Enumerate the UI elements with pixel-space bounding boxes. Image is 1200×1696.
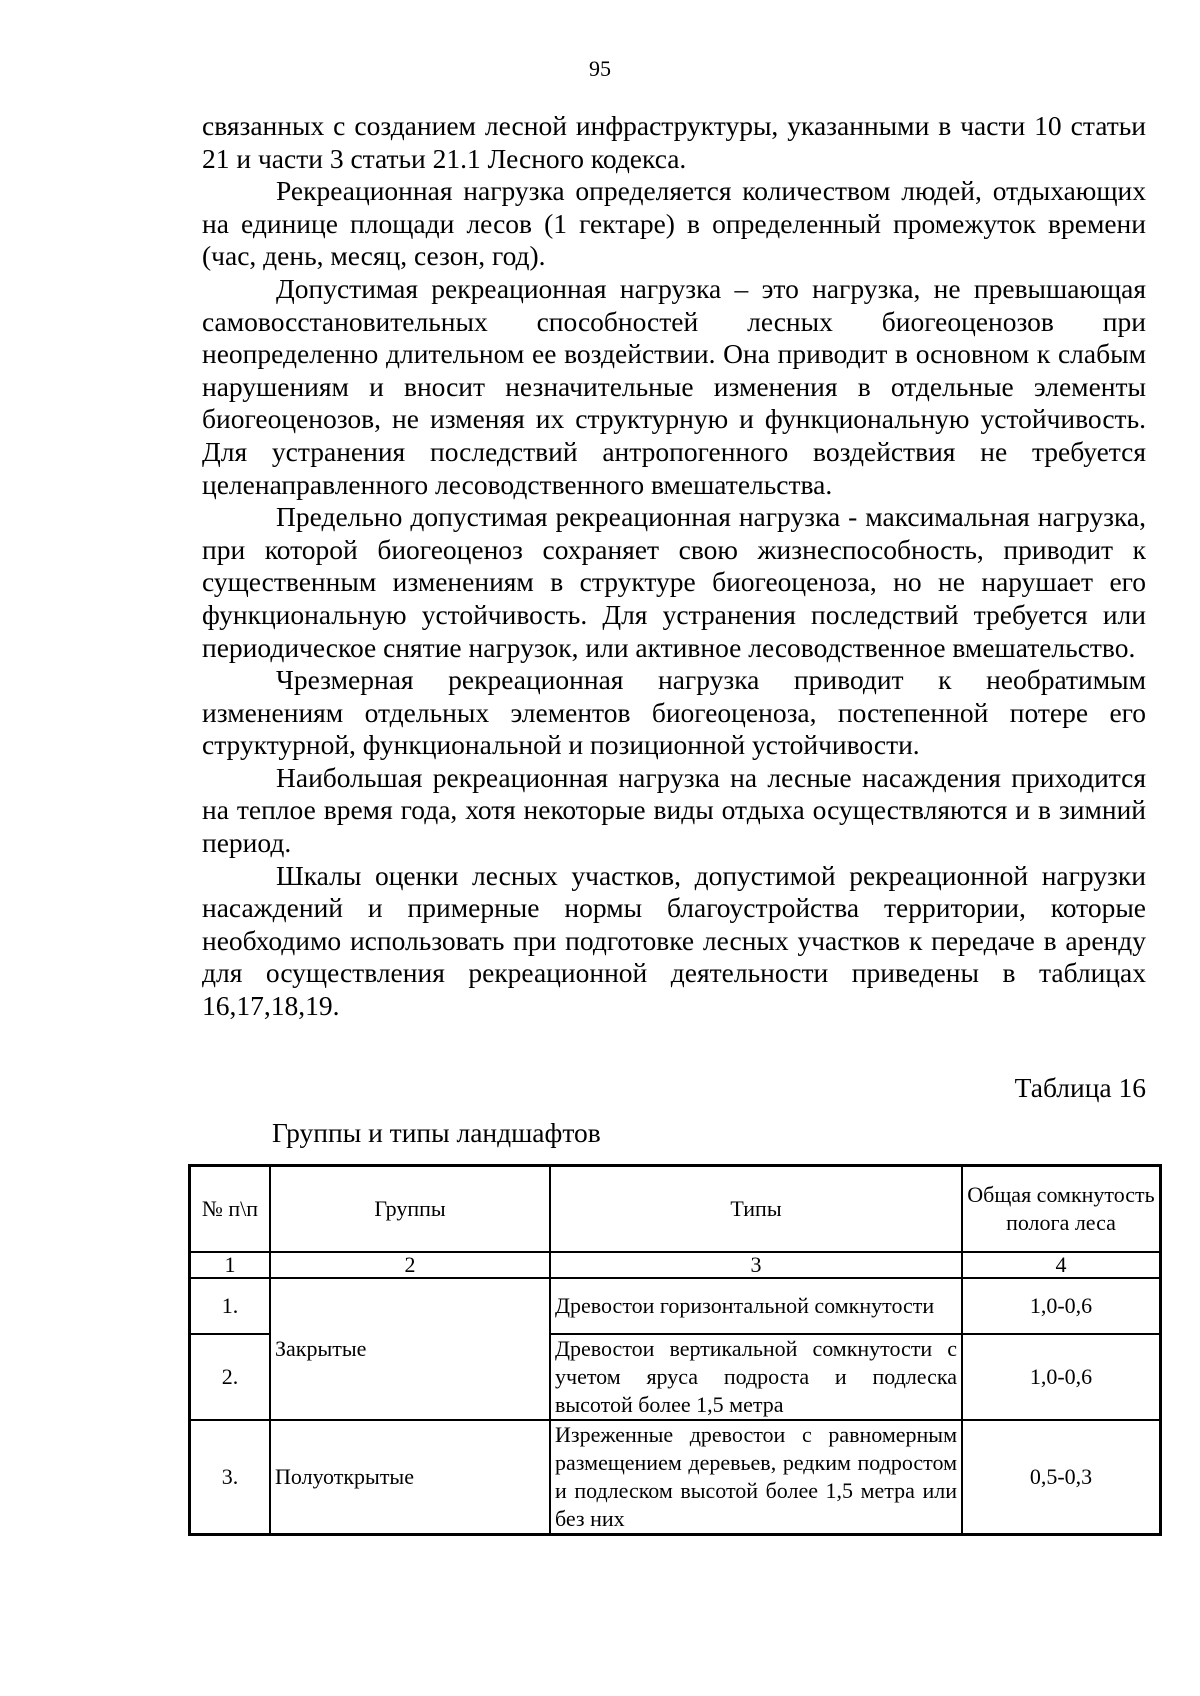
paragraph-permissible-load: Допустимая рекреационная нагрузка – это нагрузка, не превышающая самовосстановительных способностей лесных биогеоценозов при неопределенно длительном ее воздействии. Она приводит в основном к слабым нарушениям и вносит незначительные изменения в отдельные элементы биогеоценозов, не изменяя их структурную и функциональную устойчивость. Для устранения последствий антропогенного воздействия не требуется целенаправленного лесоводственного вмешательства. [202,272,1146,500]
column-index: 2 [270,1252,550,1278]
row-density: 1,0-0,6 [962,1278,1161,1334]
paragraph-continuation: связанных с созданием лесной инфраструктуры, указанными в части 10 статьи 21 и части 3 статьи 21.1 Лесного кодекса. [202,110,1146,174]
paragraph-seasonal-load: Наибольшая рекреационная нагрузка на лесные насаждения приходится на теплое время года, хотя некоторые виды отдыха осуществляются и в зимний период. [202,761,1146,859]
table-row [190,1278,1161,1334]
table-label: Таблица 16 [1014,1072,1146,1103]
body-text [202,110,1146,1023]
column-index: 4 [962,1252,1161,1278]
table-index-row [190,1252,1161,1278]
row-num: 1. [190,1278,271,1334]
paragraph-recreational-load: Рекреационная нагрузка определяется количеством людей, отдыхающих на единице площади лесов (1 гектаре) в определенный промежуток времени (час, день, месяц, сезон, год). [202,175,1146,272]
row-num: 3. [190,1420,271,1535]
header-group: Группы [270,1166,550,1253]
table-title: Группы и типы ландшафтов [272,1117,601,1148]
column-index: 3 [550,1252,962,1278]
page-number: 95 [589,56,611,81]
paragraph-scales: Шкалы оценки лесных участков, допустимой рекреационной нагрузки насаждений и примерные нормы благоустройства территории, которые необходимо использовать при подготовке лесных участков к передаче в аренду для осуществления рекреационной деятельности приведены в таблицах 16,17,18,19. [202,859,1146,1022]
header-density: Общая сомкнутость полога леса [962,1166,1161,1253]
header-num: № п\п [190,1166,271,1253]
row-density: 0,5-0,3 [962,1420,1161,1535]
landscape-types-table [188,1164,1162,1536]
header-type: Типы [550,1166,962,1253]
column-index: 1 [190,1252,271,1278]
table-row [190,1420,1161,1535]
row-type: Изреженные древостои с равномерным размещением деревьев, редким подростом и подлеском высотой более 1,5 метра или без них [550,1420,962,1535]
row-density: 1,0-0,6 [962,1334,1161,1420]
row-num: 2. [190,1334,271,1420]
table-header-row [190,1166,1161,1253]
paragraph-max-permissible-load: Предельно допустимая рекреационная нагрузка - максимальная нагрузка, при которой биогеоценоз сохраняет свою жизнеспособность, приводит к существенным изменениям в структуре биогеоценоза, но не нарушает его функциональную устойчивость. Для устранения последствий требуется или периодическое снятие нагрузок, или активное лесоводственное вмешательство. [202,501,1146,663]
row-type: Древостои горизонтальной сомкнутости [550,1278,962,1334]
row-group: Полуоткрытые [270,1420,550,1535]
row-type: Древостои вертикальной сомкнутости с учетом яруса подроста и подлеска высотой более 1,5 метра [550,1334,962,1420]
paragraph-excessive-load: Чрезмерная рекреационная нагрузка приводит к необратимым изменениям отдельных элементов биогеоценоза, постепенной потере его структурной, функциональной и позиционной устойчивости. [202,664,1146,761]
row-group: Закрытые [270,1278,550,1420]
